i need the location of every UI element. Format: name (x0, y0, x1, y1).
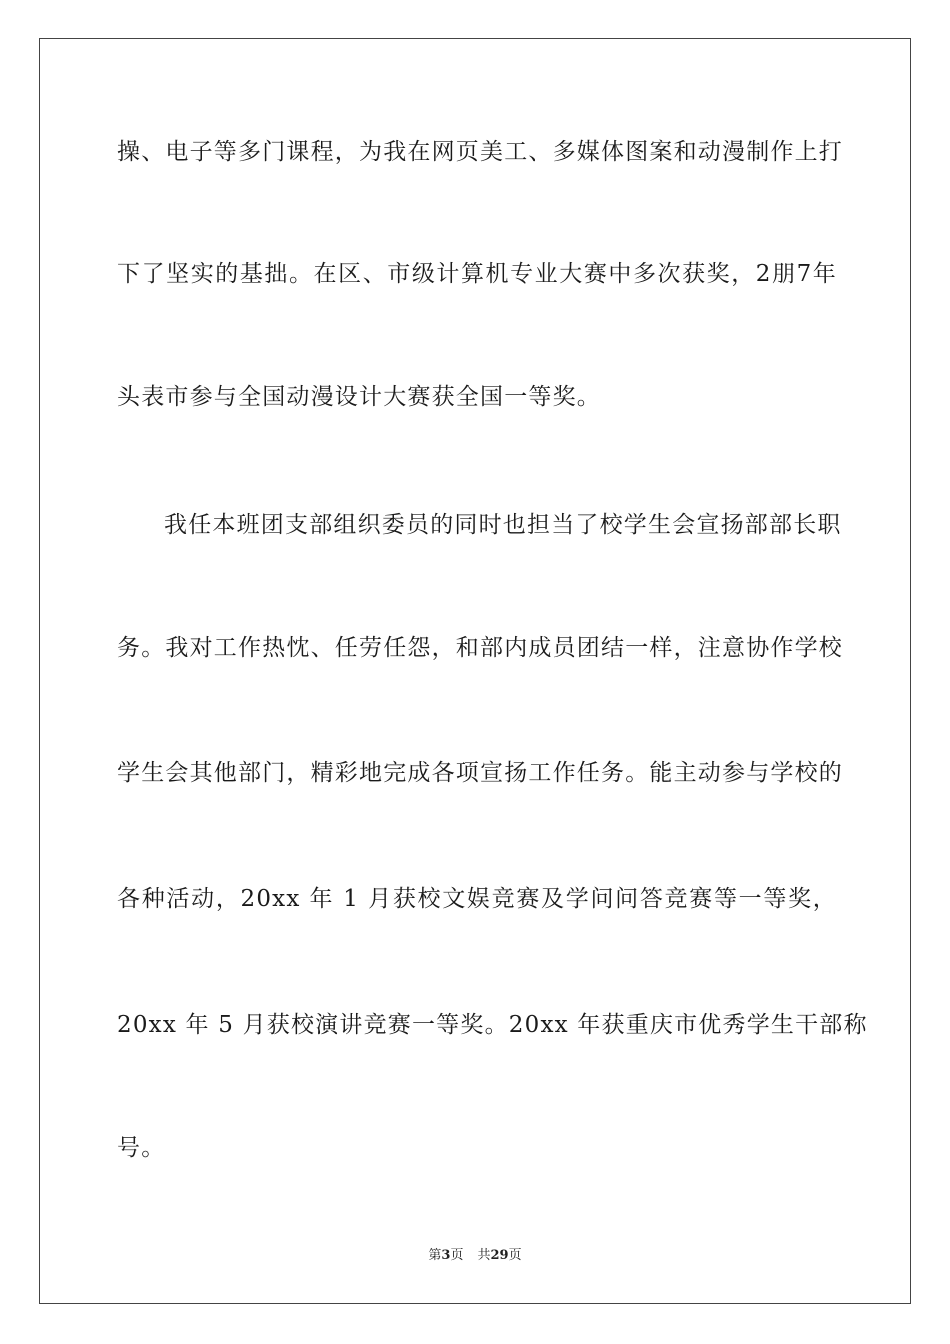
footer-total-prefix: 共 (477, 1248, 491, 1263)
body-line-3: 头表市参与全国动漫设计大赛获全国一等奖。 (117, 384, 601, 410)
footer-page-number: 3 (441, 1248, 451, 1263)
body-line-5: 务。我对工作热忱、任劳任怨，和部内成员团结一样，注意协作学校 (117, 635, 843, 661)
body-line-9: 号。 (117, 1135, 166, 1161)
body-line-8: 20xx 年 5 月获校演讲竞赛一等奖。20xx 年获重庆市优秀学生干部称 (117, 1012, 868, 1038)
body-line-6: 学生会其他部门，精彩地完成各项宣扬工作任务。能主动参与学校的 (117, 760, 843, 786)
footer-total-pages: 29 (490, 1248, 509, 1263)
page-footer (0, 1247, 950, 1265)
body-line-2: 下了坚实的基拙。在区、市级计算机专业大赛中多次获奖，2朋7年 (117, 261, 837, 287)
footer-total-suffix: 页 (508, 1248, 522, 1263)
footer-page-prefix: 第 (428, 1248, 442, 1263)
body-line-1: 操、电子等多门课程，为我在网页美工、多媒体图案和动漫制作上打 (117, 139, 843, 165)
page-border (39, 38, 911, 1304)
body-line-4: 我任本班团支部组织委员的同时也担当了校学生会宣扬部部长职 (164, 512, 842, 538)
footer-page-suffix: 页 (450, 1248, 464, 1263)
body-line-7: 各种活动，20xx 年 1 月获校文娱竞赛及学问问答竞赛等一等奖， (117, 886, 837, 912)
